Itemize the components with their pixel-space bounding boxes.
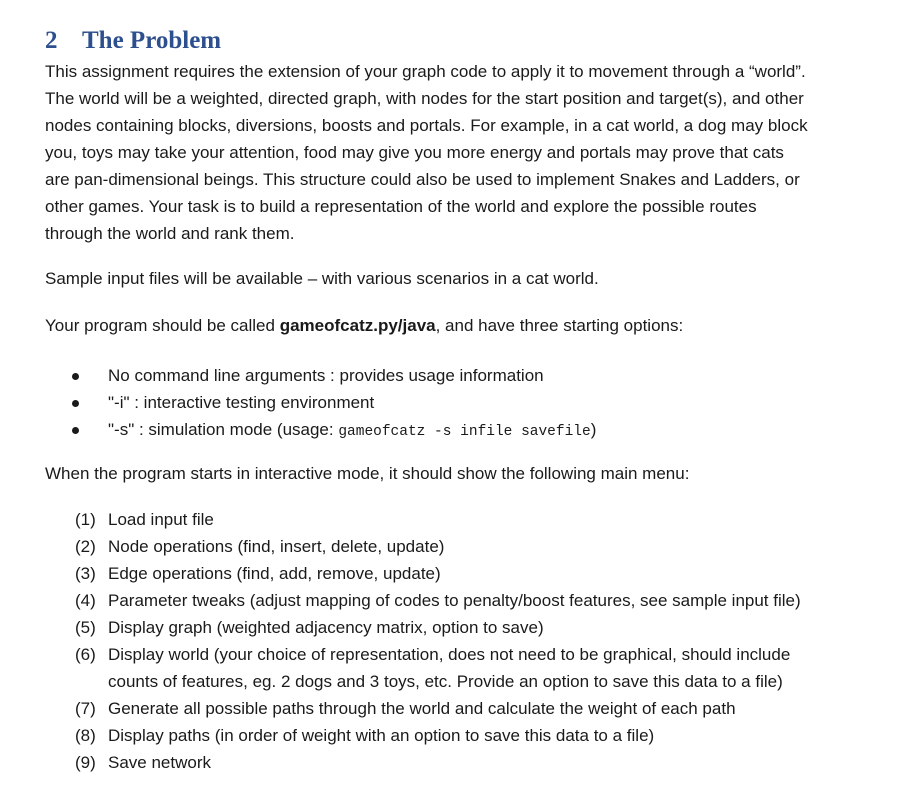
- menu-item: [45, 506, 895, 533]
- option-text: No command line arguments : provides usage information: [108, 366, 544, 385]
- menu-item-label: Display world (your choice of representation, does not need to be graphical, should include: [108, 645, 791, 664]
- program-name-paragraph: [45, 312, 895, 339]
- menu-item: [45, 695, 895, 722]
- list-item: [45, 389, 895, 416]
- bullet-icon: [72, 373, 79, 380]
- section-number: 2: [45, 27, 58, 54]
- bullet-icon: [72, 400, 79, 407]
- menu-item: [45, 587, 895, 614]
- menu-item-label: Edge operations (find, add, remove, update): [108, 564, 441, 583]
- intro-line: This assignment requires the extension of your graph code to apply it to movement through a “world”.: [45, 62, 806, 81]
- program-name-prefix: Your program should be called: [45, 316, 280, 335]
- section-heading: [45, 27, 221, 55]
- menu-item-label: Display graph (weighted adjacency matrix, option to save): [108, 618, 544, 637]
- intro-paragraph: [45, 58, 895, 247]
- option-text-suffix: ): [590, 420, 597, 439]
- menu-item-number: (2): [75, 537, 96, 556]
- menu-item-number: (5): [75, 618, 96, 637]
- intro-line: The world will be a weighted, directed graph, with nodes for the start position and target(s), and other: [45, 89, 804, 108]
- menu-item: [45, 749, 895, 776]
- intro-line: through the world and rank them.: [45, 224, 295, 243]
- section-title: The Problem: [82, 27, 222, 54]
- menu-intro-text: When the program starts in interactive mode, it should show the following main menu:: [45, 464, 690, 483]
- menu-item-label-continued: counts of features, eg. 2 dogs and 3 toys, etc. Provide an option to save this data to a file): [108, 672, 783, 691]
- intro-line: nodes containing blocks, diversions, boosts and portals. For example, in a cat world, a dog may block: [45, 116, 808, 135]
- menu-item-label: Node operations (find, insert, delete, update): [108, 537, 445, 556]
- menu-item-number: (9): [75, 753, 96, 772]
- starting-options-list: [45, 362, 895, 443]
- menu-item-label: Save network: [108, 753, 211, 772]
- bullet-icon: [72, 427, 79, 434]
- option-text: [108, 416, 596, 446]
- menu-item-number: (6): [75, 645, 96, 664]
- menu-item: [45, 560, 895, 587]
- menu-item-label: Load input file: [108, 510, 214, 529]
- sample-input-text: Sample input files will be available – with various scenarios in a cat world.: [45, 269, 599, 288]
- menu-item: [45, 614, 895, 641]
- menu-item-number: (8): [75, 726, 96, 745]
- program-filename: gameofcatz.py/java: [279, 316, 436, 335]
- list-item: [45, 416, 895, 443]
- menu-item-number: (1): [75, 510, 96, 529]
- intro-line: other games. Your task is to build a representation of the world and explore the possible routes: [45, 197, 757, 216]
- list-item: [45, 362, 895, 389]
- menu-item-number: (4): [75, 591, 96, 610]
- sample-input-paragraph: [45, 265, 895, 292]
- main-menu-list: [45, 506, 895, 776]
- menu-item-label: Generate all possible paths through the world and calculate the weight of each path: [108, 699, 736, 718]
- menu-item-label: Display paths (in order of weight with an option to save this data to a file): [108, 726, 655, 745]
- program-name-suffix: , and have three starting options:: [435, 316, 684, 335]
- menu-item: [45, 533, 895, 560]
- intro-line: are pan-dimensional beings. This structure could also be used to implement Snakes and Ladders, or: [45, 170, 800, 189]
- usage-code: gameofcatz -s infile savefile: [338, 424, 591, 440]
- menu-item-continuation: [45, 668, 895, 695]
- menu-item: [45, 641, 895, 668]
- intro-line: you, toys may take your attention, food may give you more energy and portals may prove that cats: [45, 143, 784, 162]
- menu-item-label: Parameter tweaks (adjust mapping of codes to penalty/boost features, see sample input file): [108, 591, 801, 610]
- menu-item-number: (3): [75, 564, 96, 583]
- option-text: "-i" : interactive testing environment: [108, 393, 375, 412]
- option-text-prefix: "-s" : simulation mode (usage:: [108, 420, 339, 439]
- menu-intro-paragraph: [45, 460, 895, 487]
- menu-item-number: (7): [75, 699, 96, 718]
- menu-item: [45, 722, 895, 749]
